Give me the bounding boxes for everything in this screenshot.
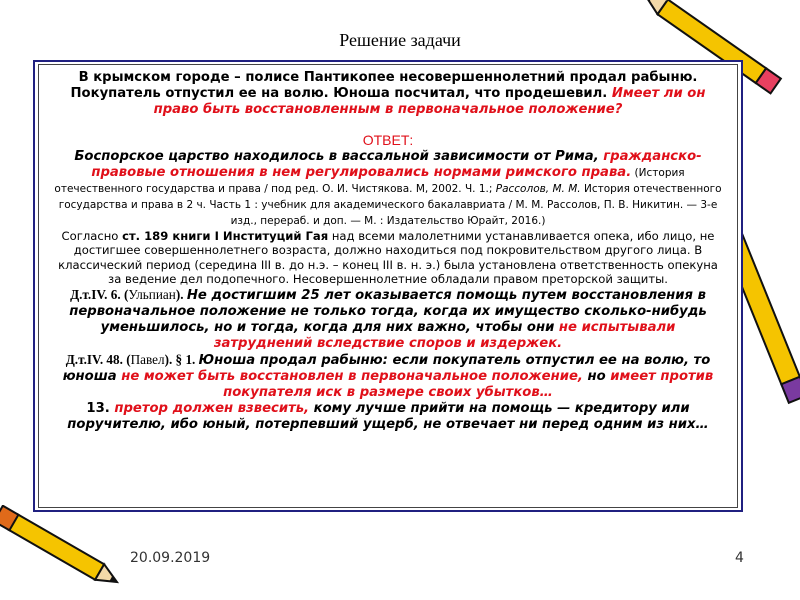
answer-ref1: (История отечественного государства и права / под ред. О. И. Чистякова. М, 2002. Ч. 1.; (54, 167, 685, 195)
answer-lead: Боспорское царство находилось в вассальной зависимости от Рима, (74, 149, 604, 164)
digest2-ref: Д.т.IV. 48. ( (65, 351, 131, 367)
digest2-red2: имеет против покупателя иск в размере своих убытков… (223, 368, 714, 400)
digest2-paragraph (51, 352, 725, 401)
gaius-before: Согласно (61, 229, 123, 243)
digest1-ref: Д.т.IV. 6. ( (70, 286, 129, 302)
digest1-red: не испытывали затруднений вследствие споров и издержек. (213, 319, 676, 351)
gaius-bold: ст. 189 книги I Институций Гая (122, 229, 329, 243)
point13-paragraph (51, 401, 725, 433)
digest2-mid: но (582, 368, 611, 384)
answer-ref2-author: Рассолов, М. М. (495, 183, 581, 195)
answer-lead-red: гражданско-правовые отношения в нем регулировались нормами римского права. (91, 149, 702, 180)
digest2-ref-end: ). § 1. (164, 351, 199, 367)
digest1-author: Ульпиан (128, 286, 176, 302)
digest1-text: Не достигшим 25 лет оказывается помощь путем восстановления в первоначальное положение не только тогда, когда их имущество сколько-нибудь уменьшилось, но и тогда, когда для них важно, чтобы они (69, 287, 707, 335)
answer-label: ОТВЕТ: (362, 132, 414, 148)
content-box (38, 64, 738, 508)
question-highlight: Имеет ли он право быть восстановленным в первоначальное положение? (153, 86, 706, 117)
gaius-after: над всеми малолетними устанавливается опека, ибо лицо, не достигшее совершеннолетнего возраста, должно находиться под покровительством другого лица. В классический период (середина III в. до н.э. – конец III в. н. э.) была установлена ответственность опекуна за ведение дел подопечного. Несовершеннолетние обладали правом преторской защиты. (58, 229, 718, 287)
digest1-paragraph (51, 287, 725, 352)
point13-num: 13. (86, 400, 115, 416)
digest2-text: Юноша продал рабыню: если покупатель отпустил ее на волю, то юноша (62, 352, 711, 384)
content-text (51, 70, 725, 433)
point13-text: кому лучше прийти на помощь — кредитору или поручителю, ибо юный, потерпевший ущерб, не отвечает ни перед одним из них… (67, 400, 709, 432)
slide-number: 4 (735, 550, 744, 566)
digest2-red1: не может быть восстановлен в первоначальное положение, (121, 368, 583, 384)
question-paragraph (51, 70, 725, 118)
pencil-bottom-left-icon (0, 505, 130, 600)
question-text: В крымском городе – полисе Пантикопее несовершеннолетний продал рабыню. Покупатель отпустил ее на волю. Юноша посчитал, что продешевил. (70, 70, 698, 101)
digest1-ref-end: ). (175, 286, 187, 302)
gaius-paragraph (51, 229, 725, 287)
digest2-author: Павел (130, 351, 165, 367)
slide-title: Решение задачи (339, 30, 461, 50)
answer-paragraph (51, 149, 725, 229)
footer-date: 20.09.2019 (130, 550, 211, 566)
answer-ref2: История отечественного государства и права в 2 ч. Часть 1 : учебник для академического бакалавриата / М. М. Рассолов, П. В. Никитин. — 3-е изд., перераб. и доп. — М. : Издательство Юрайт, 2016.) (58, 183, 722, 227)
point13-red: претор должен взвесить, (114, 400, 310, 416)
